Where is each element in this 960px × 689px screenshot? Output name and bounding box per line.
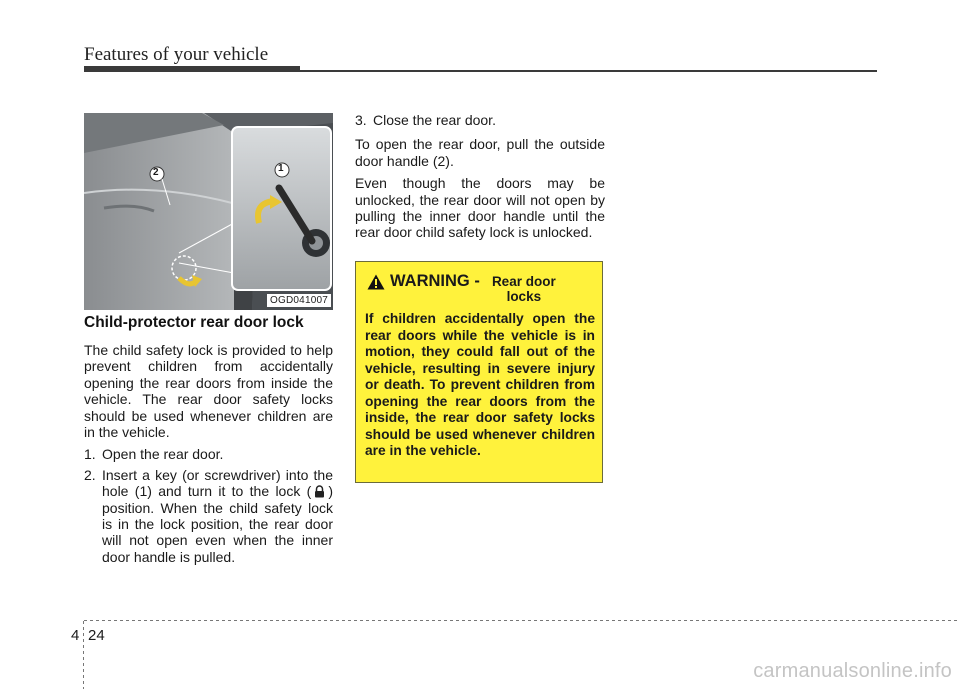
footer-vertical-rule [83, 621, 84, 689]
intro-paragraph: The child safety lock is provided to help prevent children from accidentally opening the rear doors from inside the vehicle. The rear door safety locks should be used whenever children are in the vehicle. [84, 342, 333, 441]
right-column [355, 112, 605, 247]
open-door-paragraph: To open the rear door, pull the outside door handle (2). [355, 136, 605, 169]
step-number: 1. [84, 446, 96, 463]
section-title: Child-protector rear door lock [84, 314, 304, 331]
callout-1: 1 [278, 163, 284, 174]
footer-rule [84, 620, 960, 621]
step-1 [84, 446, 333, 462]
warning-word: WARNING - [390, 272, 480, 290]
left-column [84, 314, 333, 569]
callout-2: 2 [153, 167, 159, 178]
warning-header [365, 272, 595, 304]
step-text-after: ) position. When the child safety lock is in the lock position, the rear door will not open even when the inner door handle is pulled. [102, 483, 333, 565]
watermark: carmanualsonline.info [753, 660, 952, 682]
step-text-before: Insert a key (or screwdriver) into the hole (1) and turn it to the lock ( [102, 466, 333, 500]
header-title: Features of your vehicle [84, 44, 269, 65]
header-rule-thin [300, 70, 877, 72]
warning-box [355, 261, 603, 483]
step-text [102, 467, 333, 565]
page-chapter: 4 [71, 627, 80, 644]
step-2 [84, 467, 333, 565]
door-lock-figure [84, 113, 333, 310]
lock-icon [314, 485, 325, 498]
warning-triangle-icon [367, 274, 385, 290]
step-3 [355, 112, 605, 128]
step-text: Close the rear door. [373, 112, 496, 128]
figure-code: OGD041007 [267, 294, 331, 307]
warning-body: If children accidentally open the rear doors while the vehicle is in motion, they could fall out of the vehicle, resulting in severe injury or death. To prevent children from opening the rear doors from the inside, the rear door safety locks should be used whenever children are in the vehicle. [365, 311, 595, 458]
step-number: 2. [84, 466, 96, 483]
step-text: Open the rear door. [102, 446, 224, 463]
header-rule-thick [84, 66, 300, 72]
warning-subtitle: Rear door locks [491, 274, 556, 304]
page-number: 24 [88, 627, 105, 644]
door-illustration [84, 113, 333, 310]
unlock-paragraph: Even though the doors may be unlocked, the rear door will not open by pulling the inner door handle until the rear door child safety lock is unlocked. [355, 175, 605, 241]
step-number: 3. [355, 112, 367, 128]
